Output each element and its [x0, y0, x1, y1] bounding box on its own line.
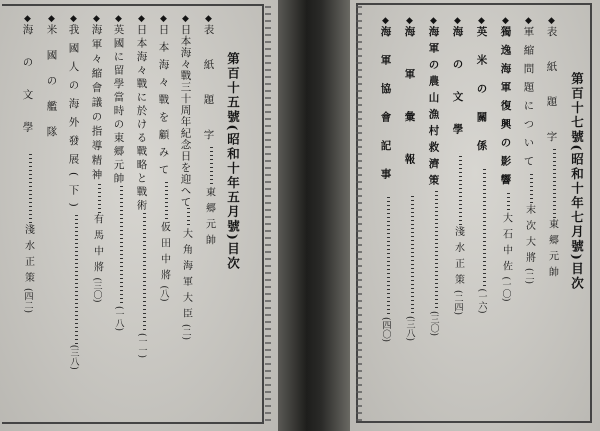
toc-entry: [203, 14, 214, 251]
toc-title: 海軍彙報: [403, 26, 416, 196]
toc-author: 東郷元帥: [203, 186, 215, 251]
toc-page: (一八): [113, 306, 124, 332]
toc-title: 英米の關係: [475, 26, 488, 169]
toc-title: 海軍の農山漁村救濟策: [427, 26, 440, 191]
toc-author: 大石中佐: [500, 212, 512, 277]
leader-dots: [411, 196, 414, 316]
toc-page: (三八): [404, 316, 415, 342]
toc-entry: [380, 16, 391, 342]
left-toc-heading: 第百十五號(昭和十年五月號)目次: [225, 52, 241, 271]
toc-entry: [404, 16, 415, 341]
leader-dots: [120, 186, 123, 306]
toc-author: 末次大將: [523, 204, 535, 268]
leader-dots: [530, 174, 533, 204]
toc-title: 軍縮問題について: [522, 26, 535, 174]
left-page-border: [2, 4, 264, 424]
toc-entry: [180, 14, 191, 340]
toc-entry: [546, 16, 557, 283]
leader-dots: [387, 197, 390, 317]
bullet-icon: ◆: [203, 14, 214, 24]
toc-entry: [68, 14, 79, 370]
toc-author: 淺水正策: [22, 224, 34, 288]
bullet-icon: ◆: [68, 14, 79, 24]
toc-entry: [428, 16, 439, 336]
bullet-icon: ◆: [476, 16, 487, 26]
bullet-icon: ◆: [22, 14, 33, 24]
toc-title: 表 紙 題 字: [202, 24, 215, 147]
book-gutter: [278, 0, 350, 431]
leader-dots: [187, 208, 190, 228]
toc-title: 表 紙 題 字: [545, 26, 558, 149]
toc-page: (二): [180, 324, 191, 341]
left-wavy-border: [265, 6, 271, 422]
toc-title: 海の文學: [451, 26, 464, 156]
bullet-icon: ◆: [113, 14, 124, 24]
toc-entry: [22, 14, 33, 313]
leader-dots: [98, 184, 101, 214]
toc-title: 日本海々戰三十周年紀念日を迎へて: [179, 24, 192, 208]
toc-entry: [500, 16, 511, 302]
toc-entry: [476, 16, 487, 314]
toc-page: (二四): [452, 290, 463, 316]
toc-page: (八): [158, 285, 169, 302]
toc-title: 日本海々戰を顧みて: [157, 24, 170, 182]
toc-author: 東郷元帥: [546, 218, 558, 283]
leader-dots: [459, 156, 462, 226]
leader-dots: [29, 154, 32, 224]
toc-title: 米國の艦隊: [45, 24, 58, 152]
toc-page: (一六): [476, 288, 487, 314]
bullet-icon: ◆: [180, 14, 191, 24]
toc-page: (一一): [136, 333, 147, 359]
toc-author: 仮田中將: [158, 221, 170, 286]
toc-entry: [113, 14, 124, 331]
toc-page: (一〇): [500, 276, 511, 302]
toc-title: 英國に留學當時の東郷元帥: [112, 24, 125, 186]
bullet-icon: ◆: [158, 14, 169, 24]
toc-entry: [136, 14, 147, 358]
toc-entry: [523, 16, 534, 284]
toc-author: 淺水正策: [452, 226, 464, 290]
toc-title: 海軍協會記事: [379, 26, 392, 197]
leader-dots: [435, 191, 438, 311]
leader-dots: [507, 193, 510, 213]
leader-dots: [483, 169, 486, 289]
toc-entry: [91, 14, 102, 303]
bullet-icon: ◆: [523, 16, 534, 26]
bullet-icon: ◆: [404, 16, 415, 26]
leader-dots: [143, 213, 146, 333]
toc-title: 日本海々戰に於ける戰略と戰術: [135, 24, 148, 213]
toc-page: (三八): [68, 344, 79, 370]
bullet-icon: ◆: [380, 16, 391, 26]
toc-entry: [452, 16, 463, 315]
bullet-icon: ◆: [546, 16, 557, 26]
toc-author: 大角海軍大臣: [180, 228, 192, 324]
toc-title: 獨逸海軍復興の影響: [499, 26, 512, 193]
toc-page: (四〇): [380, 317, 391, 343]
bullet-icon: ◆: [46, 14, 57, 24]
toc-title: 海軍々縮會議の指導精神: [90, 24, 103, 184]
toc-title: 我國人の海外發展(下): [67, 24, 80, 215]
right-wavy-border: [356, 6, 362, 422]
toc-author: 有馬中將: [91, 213, 103, 278]
toc-page: (四二): [22, 288, 33, 314]
bullet-icon: ◆: [428, 16, 439, 26]
toc-entry: [158, 14, 169, 302]
leader-dots: [165, 182, 168, 222]
toc-page: (二): [523, 268, 534, 285]
leader-dots: [553, 149, 556, 219]
leader-dots: [75, 215, 78, 345]
toc-page: (三〇): [428, 311, 439, 337]
leader-dots: [210, 147, 213, 187]
bullet-icon: ◆: [91, 14, 102, 24]
toc-page: (三〇): [91, 277, 102, 303]
bullet-icon: ◆: [452, 16, 463, 26]
toc-entry: [46, 14, 57, 152]
bullet-icon: ◆: [500, 16, 511, 26]
toc-title: 海の文學: [21, 24, 34, 154]
right-toc-heading: 第百十七號(昭和十年七月號)目次: [569, 72, 585, 291]
bullet-icon: ◆: [136, 14, 147, 24]
